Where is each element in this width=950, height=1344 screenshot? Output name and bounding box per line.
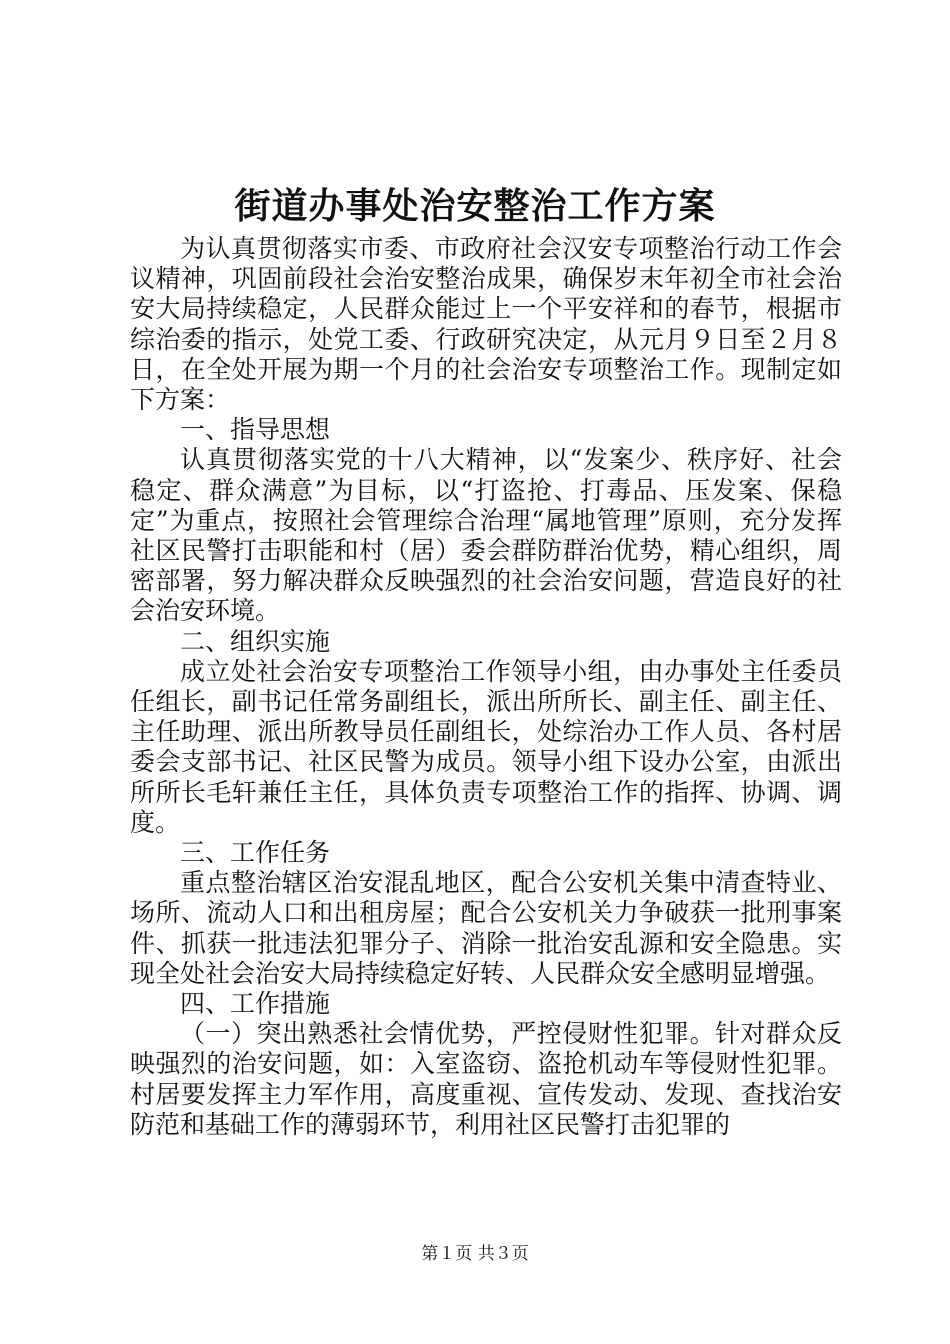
- section-heading-organization: 二、组织实施: [180, 626, 331, 656]
- paragraph-organization: 成立处社会治安专项整治工作领导小组，由办事处主任委员任组长，副书记任常务副组长，派出所所长、副主任、副主任、主任助理、派出所教导员任副组长，处综治办工作人员、各村居委会支部书记、社区民警为成员。领导小组下设办公室，由派出所所长毛轩兼任主任，具体负责专项整治工作的指挥、协调、调度。: [130, 656, 842, 837]
- section-heading-measures: 四、工作措施: [180, 989, 331, 1019]
- section-heading-tasks: 三、工作任务: [180, 838, 331, 868]
- page-number-footer: 第１页 共３页: [421, 1244, 529, 1264]
- section-heading-guiding-thought: 一、指导思想: [180, 415, 331, 445]
- paragraph-guiding-thought: 认真贯彻落实党的十八大精神，以“发案少、秩序好、社会稳定、群众满意”为目标，以“打盗抢、打毒品、压发案、保稳定”为重点，按照社会管理综合治理“属地管理”原则，充分发挥社区民警打击职能和村（居）委会群防群治优势，精心组织，周密部署，努力解决群众反映强烈的社会治安问题，营造良好的社会治安环境。: [130, 445, 842, 626]
- paragraph-tasks: 重点整治辖区治安混乱地区，配合公安机关集中清查特业、场所、流动人口和出租房屋；配合公安机关力争破获一批刑事案件、抓获一批违法犯罪分子、消除一批治安乱源和安全隐患。实现全处社会治安大局持续稳定好转、人民群众安全感明显增强。: [130, 868, 842, 988]
- document-body: [130, 234, 842, 1140]
- paragraph-intro: 为认真贯彻落实市委、市政府社会汉安专项整治行动工作会议精神，巩固前段社会治安整治成果，确保岁末年初全市社会治安大局持续稳定，人民群众能过上一个平安祥和的春节，根据市综治委的指示，处党工委、行政研究决定，从元月９日至２月８日，在全处开展为期一个月的社会治安专项整治工作。现制定如下方案：: [130, 234, 842, 415]
- document-title: 街道办事处治安整治工作方案: [234, 185, 716, 227]
- paragraph-measures-1: （一）突出熟悉社会情优势，严控侵财性犯罪。针对群众反映强烈的治安问题，如：入室盗窃、盗抢机动车等侵财性犯罪。村居要发挥主力军作用，高度重视、宣传发动、发现、查找治安防范和基础工作的薄弱环节，利用社区民警打击犯罪的: [130, 1019, 842, 1139]
